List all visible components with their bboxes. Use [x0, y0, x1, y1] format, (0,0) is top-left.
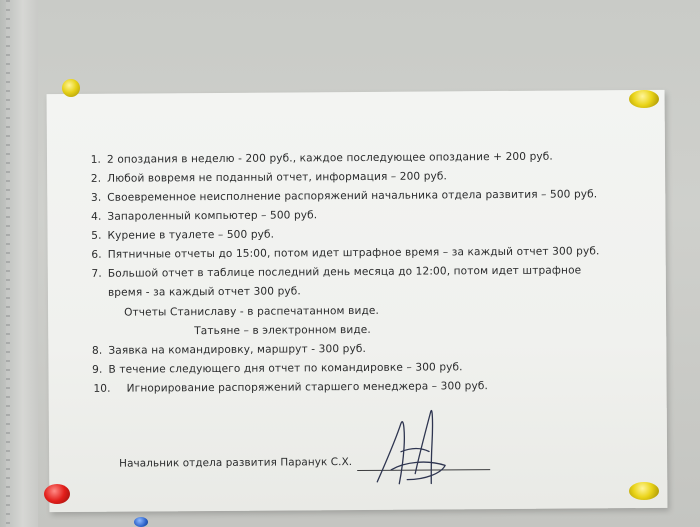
item-text: Игнорирование распоряжений старшего менеджера – 300 руб. [126, 380, 488, 395]
list-item [80, 245, 600, 261]
item-number: 2. [90, 172, 102, 185]
item-text: Заявка на командировку, маршрут - 300 руб. [108, 342, 366, 357]
list-item [79, 170, 447, 185]
wall-edge [0, 0, 38, 527]
item-number: 3. [90, 191, 102, 204]
item-continuation: время - за каждый отчет 300 руб. [107, 285, 301, 299]
item-text: Своевременное неисполнение распоряжений начальника отдела развития – 500 руб. [107, 188, 598, 204]
item-text: Курение в туалете – 500 руб. [107, 228, 275, 242]
item-number: 5. [91, 229, 102, 242]
item-number: 6. [91, 248, 102, 261]
signature-label: Начальник отдела развития Паранук С.Х. [119, 456, 353, 470]
item-text: Пятничные отчеты до 15:00, потом идет штрафное время – за каждый отчет 300 руб. [107, 245, 600, 261]
item-number: 4. [91, 210, 102, 223]
list-item [79, 209, 317, 223]
note-tatiana: Татьяне – в электронном виде. [194, 323, 371, 338]
yellow-pushpin-icon [629, 482, 659, 500]
item-text: 2 опоздания в неделю - 200 руб., каждое последующее опоздание + 200 руб. [106, 150, 553, 166]
fines-list [47, 90, 668, 512]
list-item [80, 343, 366, 357]
yellow-pushpin-icon [62, 79, 80, 97]
notice-sheet [47, 90, 668, 512]
list-item [80, 361, 462, 376]
list-item [81, 380, 488, 395]
yellow-pushpin-icon [629, 90, 659, 108]
item-text: Большой отчет в таблице последний день месяца до 12:00, потом идет штрафное [107, 264, 582, 280]
list-item [79, 151, 553, 166]
red-pushpin-icon [44, 484, 70, 504]
item-number: 1. [90, 153, 102, 166]
item-text: Запароленный компьютер – 500 руб. [107, 209, 318, 223]
item-number: 8. [91, 344, 103, 357]
note-stanislav: Отчеты Станиславу - в распечатанном виде. [124, 304, 379, 319]
list-item [80, 264, 582, 280]
item-number: 9. [92, 363, 103, 376]
item-number: 10. [93, 382, 111, 395]
item-text: В течение следующего дня отчет по командировке – 300 руб. [108, 361, 463, 376]
item-number: 7. [91, 267, 102, 280]
handwritten-signature [371, 403, 452, 494]
item-text: Любой вовремя не поданный отчет, информация – 200 руб. [107, 170, 448, 185]
blue-pushpin-icon [134, 517, 148, 527]
list-item [79, 188, 597, 204]
list-item [79, 229, 274, 242]
